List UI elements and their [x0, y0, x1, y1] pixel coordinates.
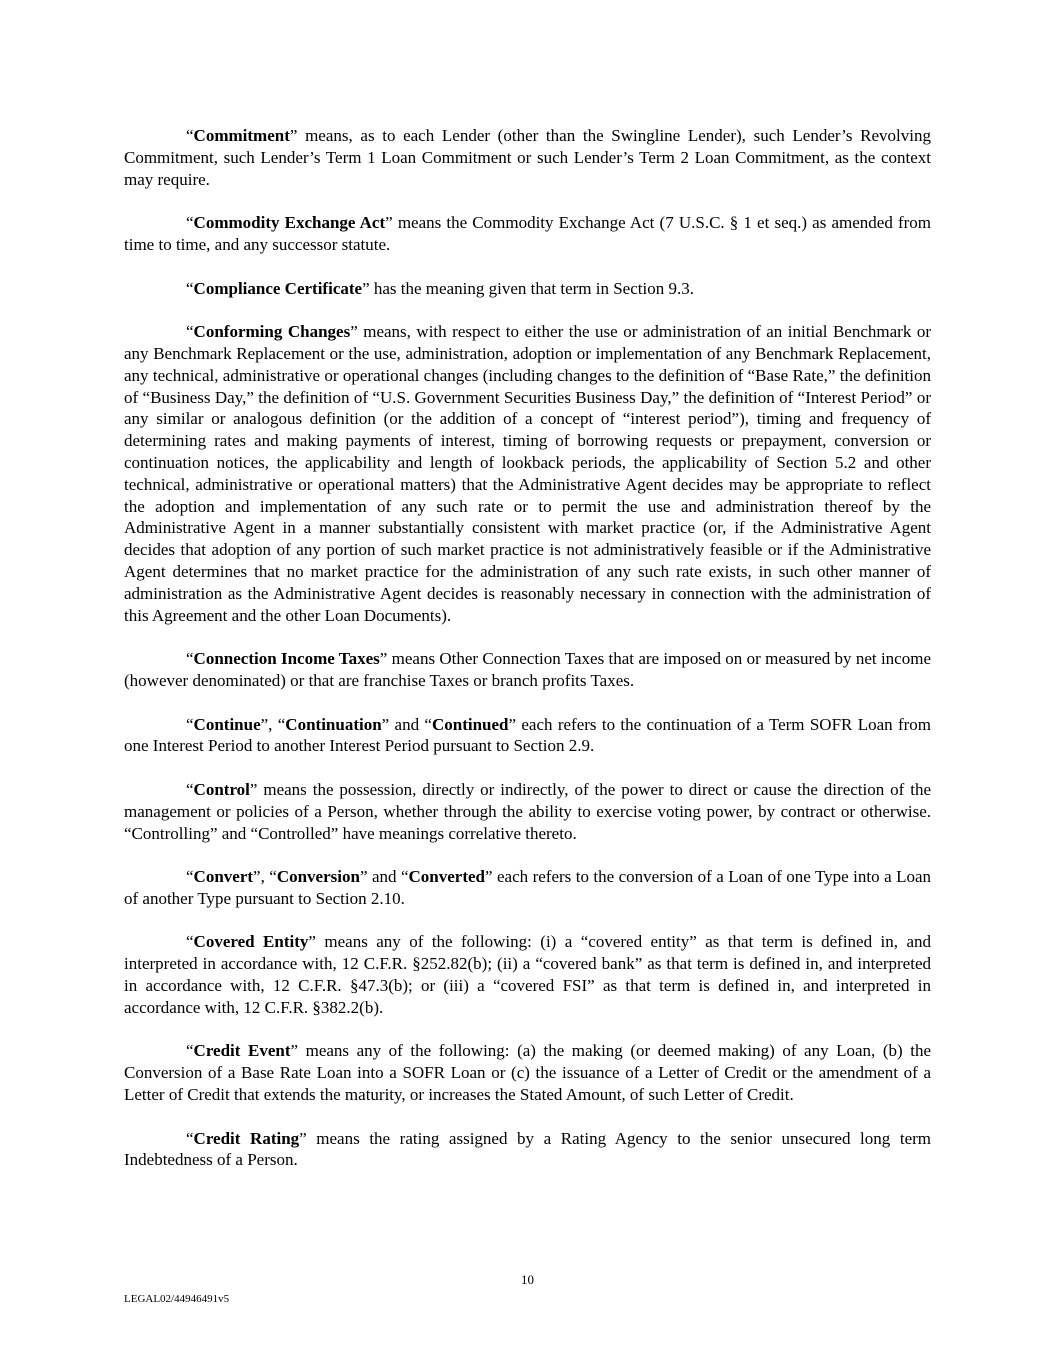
defined-term: Credit Rating [193, 1128, 300, 1148]
definition-covered-entity: “Covered Entity” means any of the following: (i) a “covered entity” as that term is defined in, and interpreted in accordance with, 12 C.F.R. §252.82(b); (ii) a “covered bank” as that term is defined in, and interpreted in accordance with, 12 C.F.R. §47.3(b); or (iii) a “covered FSI” as that term is defined in, and interpreted in accordance with, 12 C.F.R. §382.2(b). [124, 932, 931, 1017]
definition-text: has the meaning given that term in Section 9.3. [369, 278, 694, 298]
definition-text: means, with respect to either the use or administration of an initial Benchmark or any Benchmark Replacement or the use, administration, adoption or implementation of any Benchmark Replacement, any technical, administrative or operational changes (including changes to the definition of “Base Rate,” the definition of “Business Day,” the definition of “U.S. Government Securities Business Day,” the definition of “Interest Period” or any similar or analogous definition (or the addition of a concept of “interest period”), timing and frequency of determining rates and making payments of interest, timing of borrowing requests or prepayment, conversion or continuation notices, the applicability and length of lookback periods, the applicability of Section 5.2 and other technical, administrative or operational matters) that the Administrative Agent decides may be appropriate to reflect the adoption and implementation of any such rate or to permit the use and administration thereof by the Administrative Agent in a manner substantially consistent with market practice (or, if the Administrative Agent decides that adoption of any portion of such market practice is not administratively feasible or if the Administrative Agent determines that no market practice for the administration of any such rate exists, in such other manner of administration as the Administrative Agent decides is reasonably necessary in connection with the administration of this Agreement and the other Loan Documents). [124, 322, 931, 625]
definitions-section [124, 125, 931, 1193]
definition-continue: “Continue”, “Continuation” and “Continued” each refers to the continuation of a Term SOFR Loan from one Interest Period to another Interest Period pursuant to Section 2.9. [124, 714, 931, 756]
definition-text: means the rating assigned by a Rating Agency to the senior unsecured long term Indebtedness of a Person. [124, 1128, 932, 1170]
definition-text: means Other Connection Taxes that are imposed on or measured by net income (however denominated) or that are franchise Taxes or branch profits Taxes. [124, 649, 931, 690]
defined-term: Commodity Exchange Act [193, 213, 386, 233]
definition-conforming-changes: “Conforming Changes” means, with respect to either the use or administration of an initial Benchmark or any Benchmark Replacement or the use, administration, adoption or implementation of any Benchmark Replacement, any technical, administrative or operational changes (including changes to the definition of “Base Rate,” the definition of “Business Day,” the definition of “U.S. Government Securities Business Day,” the definition of “Interest Period” or any similar or analogous definition (or the addition of a concept of “interest period”), timing and frequency of determining rates and making payments of interest, timing of borrowing requests or prepayment, conversion or continuation notices, the applicability and length of lookback periods, the applicability of Section 5.2 and other technical, administrative or operational matters) that the Administrative Agent decides may be appropriate to reflect the adoption and implementation of any such rate or to permit the use and administration thereof by the Administrative Agent in a manner substantially consistent with market practice (or, if the Administrative Agent decides that adoption of any portion of such market practice is not administratively feasible or if the Administrative Agent determines that no market practice for the administration of any such rate exists, in such other manner of administration as the Administrative Agent decides is reasonably necessary in connection with the administration of this Agreement and the other Loan Documents). [124, 322, 931, 625]
definition-text: means any of the following: (i) a “covered entity” as that term is defined in, and interpreted in accordance with, 12 C.F.R. §252.82(b); (ii) a “covered bank” as that term is defined in, and interpreted in accordance with, 12 C.F.R. §47.3(b); or (iii) a “covered FSI” as that term is defined in, and interpreted in accordance with, 12 C.F.R. §382.2(b). [124, 932, 931, 1017]
definition-text: means any of the following: (a) the making (or deemed making) of any Loan, (b) the Conversion of a Base Rate Loan into a SOFR Loan or (c) the issuance of a Letter of Credit or the amendment of a Letter of Credit that extends the maturity, or increases the Stated Amount, of such Letter of Credit. [124, 1041, 931, 1105]
definition-text: each refers to the conversion of a Loan of one Type into a Loan of another Type pursuant to Section 2.10. [124, 867, 931, 908]
defined-term: Continue [193, 714, 261, 734]
definition-convert: “Convert”, “Conversion” and “Converted” each refers to the conversion of a Loan of one Type into a Loan of another Type pursuant to Section 2.10. [124, 867, 931, 908]
definition-credit-rating: “Credit Rating” means the rating assigned by a Rating Agency to the senior unsecured long term Indebtedness of a Person. [124, 1128, 932, 1170]
defined-term: Converted [408, 867, 485, 887]
defined-term: Conversion [276, 867, 360, 887]
defined-term: Connection Income Taxes [193, 649, 380, 669]
defined-term: Continued [431, 714, 509, 734]
definition-commitment: “Commitment” means, as to each Lender (other than the Swingline Lender), such Lender’s Revolving Commitment, such Lender’s Term 1 Loan Commitment or such Lender’s Term 2 Loan Commitment, as the context may require. [124, 126, 931, 189]
defined-term: Covered Entity [193, 932, 309, 952]
defined-term: Credit Event [193, 1041, 291, 1061]
definition-commodity-exchange-act: “Commodity Exchange Act” means the Commodity Exchange Act (7 U.S.C. § 1 et seq.) as amended from time to time, and any successor statute. [124, 213, 931, 254]
document-id: LEGAL02/44946491v5 [124, 1293, 230, 1305]
defined-term: Commitment [193, 126, 290, 145]
definition-text: means the possession, directly or indirectly, of the power to direct or cause the direction of the management or policies of a Person, whether through the ability to exercise voting power, by contract or otherwise. “Controlling” and “Controlled” have meanings correlative thereto. [124, 779, 931, 843]
page-number: 10 [521, 1272, 534, 1287]
definition-text: each refers to the continuation of a Term SOFR Loan from one Interest Period to another Interest Period pursuant to Section 2.9. [124, 714, 931, 756]
definition-connection-income-taxes: “Connection Income Taxes” means Other Connection Taxes that are imposed on or measured by net income (however denominated) or that are franchise Taxes or branch profits Taxes. [124, 649, 931, 690]
definition-text: means, as to each Lender (other than the Swingline Lender), such Lender’s Revolving Commitment, such Lender’s Term 1 Loan Commitment or such Lender’s Term 2 Loan Commitment, as the context may require. [124, 126, 931, 189]
defined-term: Control [193, 779, 250, 799]
defined-term: Convert [193, 867, 254, 887]
definition-compliance-certificate: “Compliance Certificate” has the meaning given that term in Section 9.3. [186, 278, 694, 298]
definition-control: “Control” means the possession, directly or indirectly, of the power to direct or cause the direction of the management or policies of a Person, whether through the ability to exercise voting power, by contract or otherwise. “Controlling” and “Controlled” have meanings correlative thereto. [124, 779, 931, 843]
definition-credit-event: “Credit Event” means any of the following: (a) the making (or deemed making) of any Loan, (b) the Conversion of a Base Rate Loan into a SOFR Loan or (c) the issuance of a Letter of Credit or the amendment of a Letter of Credit that extends the maturity, or increases the Stated Amount, of such Letter of Credit. [124, 1041, 931, 1105]
defined-term: Conforming Changes [193, 322, 351, 342]
defined-term: Continuation [285, 714, 382, 734]
defined-term: Compliance Certificate [193, 278, 363, 298]
definition-text: means the Commodity Exchange Act (7 U.S.C. § 1 et seq.) as amended from time to time, and any successor statute. [124, 213, 931, 254]
